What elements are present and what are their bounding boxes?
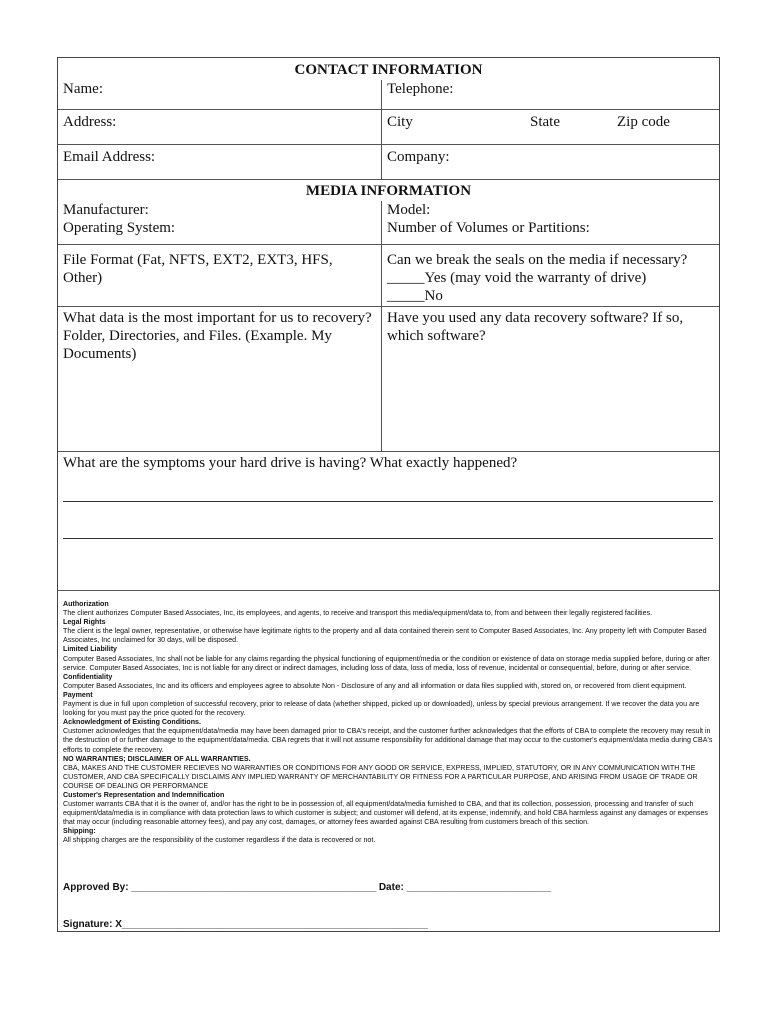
seals-no-option: _____No: [387, 288, 443, 304]
row-divider: [58, 244, 719, 245]
zip-label: Zip code: [617, 114, 670, 130]
terms-text: The client authorizes Computer Based Associates, Inc, its employees, and agents, to receive and transport this media/equipment/data to, from and between their legally registered facilities.: [63, 609, 653, 618]
terms-text: Computer Based Associates, Inc and its officers and employees agree to absolute Non - Disclosure of any and all information or data files supplied with, stored on, or recovered from client equipment.: [63, 681, 687, 690]
seals-question: Can we break the seals on the media if necessary?: [387, 252, 688, 268]
terms-heading: Confidentiality: [63, 672, 113, 681]
terms-and-conditions: [63, 600, 715, 846]
terms-heading: Payment: [63, 690, 93, 699]
row-divider: [58, 306, 719, 307]
model-label: Model:: [387, 202, 431, 218]
recovery-software-question: Have you used any data recovery software? If so, which software?: [387, 310, 684, 344]
terms-heading: Legal Rights: [63, 618, 106, 627]
operating-system-label: Operating System:: [63, 220, 176, 236]
telephone-label: Telephone:: [387, 81, 454, 97]
seals-yes-option: _____Yes (may void the warranty of drive): [387, 270, 647, 286]
column-divider: [381, 80, 382, 179]
contact-section-heading: CONTACT INFORMATION: [294, 62, 483, 78]
state-label: State: [530, 114, 560, 130]
company-label: Company:: [387, 149, 450, 165]
approved-by-date-line[interactable]: Approved By: ____________________________________________ Date: __________________________: [63, 882, 552, 893]
row-divider: [58, 109, 719, 110]
terms-heading: NO WARRANTIES; DISCLAIMER OF ALL WARRANTIES.: [63, 754, 251, 763]
terms-heading: Limited Liability: [63, 645, 117, 654]
terms-heading: Customer's Representation and Indemnification: [63, 790, 225, 799]
terms-heading: Authorization: [63, 600, 109, 608]
terms-text: The client is the legal owner, representative, or otherwise have legitimate rights to the property and all data contained therein sent to Computer Based Associates, Inc. Any property left with Computer Based Associates, Inc unclaimed for 30 days, will be disposed.: [63, 627, 707, 645]
row-divider: [58, 179, 719, 180]
terms-text: Customer warrants CBA that it is the owner of, and/or has the right to be in possession of, all equipment/data/media furnished to CBA, and that its collection, possession, processing and transfer of such equipment/data/media is in compliance with data protection laws to which customer is subject; and customer will defend, at its expense, indemnify, and hold CBA harmless against any damages or expenses that may occur (including reasonable attorney fees), and pay any cost, damages, or attorney fees awarded against CBA resulting from customers breach of this section.: [63, 800, 708, 827]
media-section-heading: MEDIA INFORMATION: [305, 183, 472, 199]
symptoms-answer-line[interactable]: [63, 501, 713, 502]
row-divider: [58, 451, 719, 452]
terms-heading: Shipping:: [63, 827, 96, 836]
file-format-label: File Format (Fat, NFTS, EXT2, EXT3, HFS, Other): [63, 252, 333, 286]
row-divider: [58, 590, 719, 591]
terms-text: All shipping charges are the responsibility of the customer regardless if the data is recovered or not.: [63, 836, 376, 845]
address-label: Address:: [63, 114, 117, 130]
row-divider: [58, 144, 719, 145]
email-label: Email Address:: [63, 149, 156, 165]
signature-line[interactable]: Signature: X_______________________________________________________: [63, 919, 428, 930]
name-label: Name:: [63, 81, 103, 97]
column-divider: [381, 201, 382, 451]
volumes-label: Number of Volumes or Partitions:: [387, 220, 590, 236]
symptoms-question: What are the symptoms your hard drive is having? What exactly happened?: [63, 455, 518, 471]
city-label: City: [387, 114, 413, 130]
terms-text: Customer acknowledges that the equipment/data/media may have been damaged prior to CBA's receipt, and the customer further acknowledges that the efforts of CBA to complete the recovery may result in the destruction of or further damage to the equipment/data/media. CBA regrets that it will not assume responsibility for additional damage that may occur to the customer's equipment/data media during CBA's efforts to complete the recovery.: [63, 727, 713, 754]
terms-text: Payment is due in full upon completion of successful recovery, prior to release of data (whether shipped, picked up or downloaded), unless by special previous arrangement. If we recover the data you are looking for you must pay the price quoted for the recovery.: [63, 700, 700, 718]
data-recovery-form: [57, 57, 720, 932]
symptoms-answer-line[interactable]: [63, 538, 713, 539]
terms-heading: Acknowledgment of Existing Conditions.: [63, 718, 201, 727]
terms-text: Computer Based Associates, Inc shall not be liable for any claims regarding the physical functioning of equipment/media or the condition or existence of data on storage media supplied before, during or after service. Computer Based Associates, Inc is not liable for any direct or indirect damages, including loss of data, loss of media, loss of revenue, incidental or consequential, before, during or after service.: [63, 654, 710, 672]
terms-text: CBA, MAKES AND THE CUSTOMER RECIEVES NO WARRANTIES OR CONDITIONS FOR ANY GOOD OR SERVICE, EXPRESS, IMPLIED, STATUTORY, OR IN ANY COMMUNICATION WITH THE CUSTOMER, AND CBA SPECIFICALLY DISCLAIMS ANY IMPLIED WARRANTY OF MERCHANTABILITY OR FITNESS FOR A PARTICULAR PURPOSE, AND ARISING FROM USAGE OF TRADE OR COURSE OF DEALING OR PERFORMANCE: [63, 763, 698, 790]
manufacturer-label: Manufacturer:: [63, 202, 149, 218]
important-data-question: What data is the most important for us to recovery? Folder, Directories, and Files. (Example. My Documents): [63, 310, 372, 362]
